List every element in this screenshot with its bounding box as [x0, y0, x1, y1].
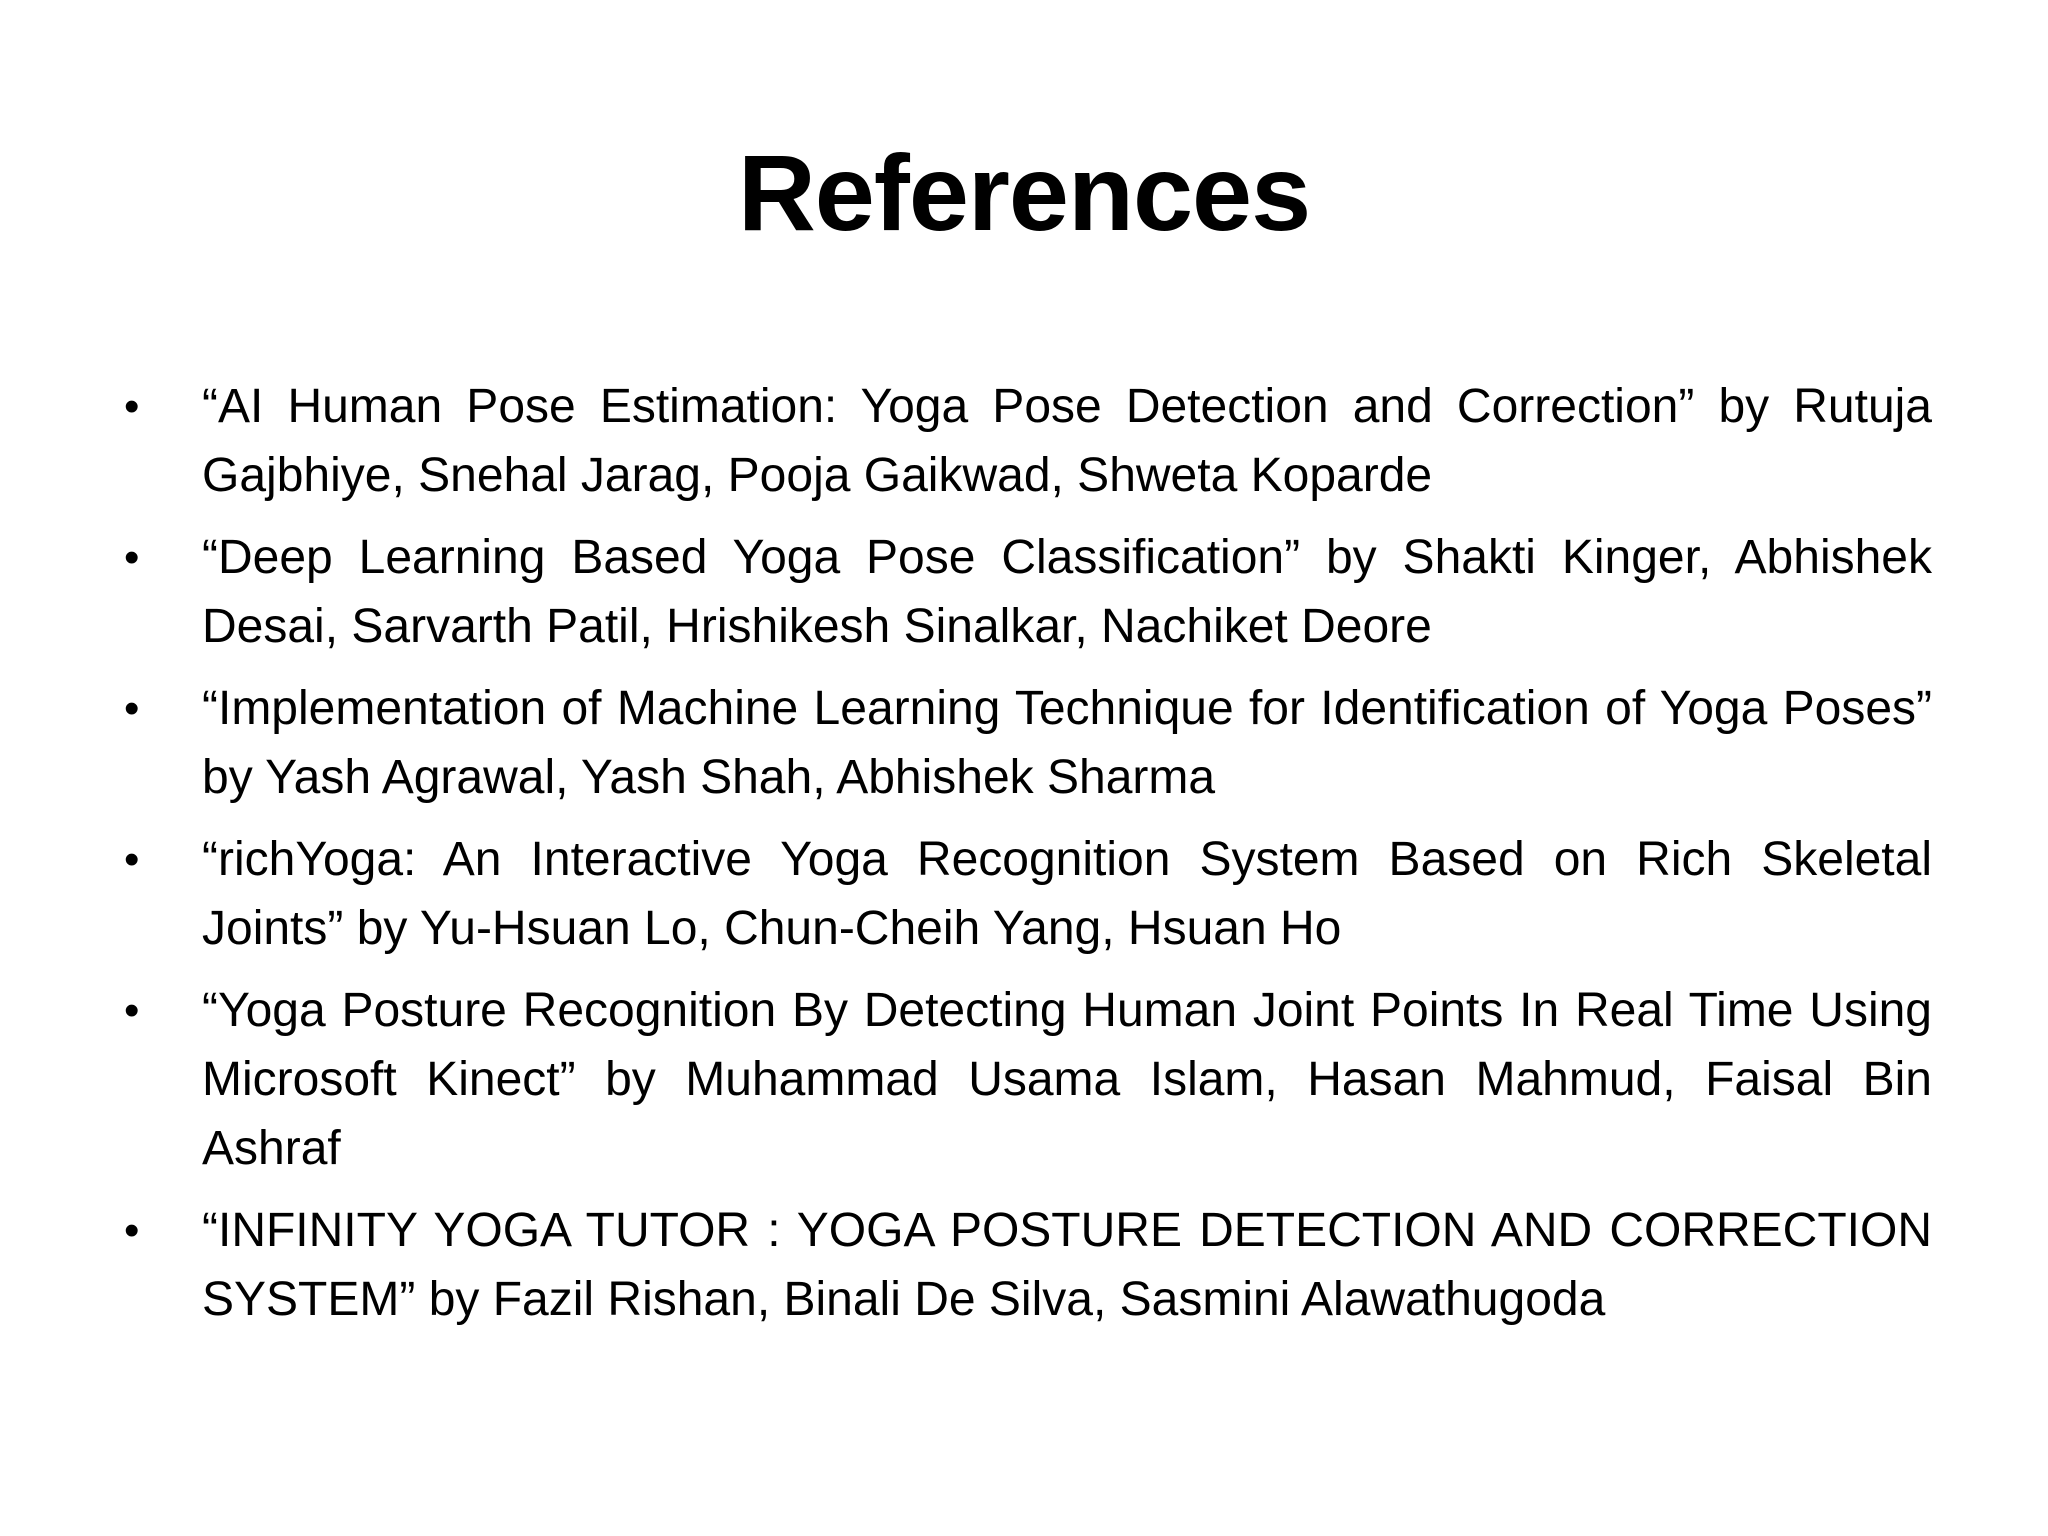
- reference-text: “Implementation of Machine Learning Technique for Identification of Yoga Poses” by Yash Agrawal, Yash Shah, Abhishek Sharma: [202, 682, 1932, 804]
- bullet-icon: •: [124, 533, 140, 582]
- slide-title: References: [737, 132, 1311, 253]
- reference-text: “AI Human Pose Estimation: Yoga Pose Detection and Correction” by Rutuja Gajbhiye, Snehal Jarag, Pooja Gaikwad, Shweta Koparde: [202, 380, 1932, 502]
- reference-text: “INFINITY YOGA TUTOR : YOGA POSTURE DETECTION AND CORRECTION SYSTEM” by Fazil Rishan, Binali De Silva, Sasmini Alawathugoda: [202, 1204, 1932, 1326]
- reference-text: “richYoga: An Interactive Yoga Recognition System Based on Rich Skeletal Joints” by Yu-Hsuan Lo, Chun-Cheih Yang, Hsuan Ho: [202, 833, 1932, 955]
- reference-item: [118, 1196, 1932, 1334]
- references-list: [118, 372, 1932, 1347]
- reference-item: [118, 372, 1932, 510]
- reference-item: [118, 825, 1932, 963]
- reference-item: [118, 523, 1932, 661]
- reference-item: [118, 976, 1932, 1183]
- reference-text: “Deep Learning Based Yoga Pose Classification” by Shakti Kinger, Abhishek Desai, Sarvarth Patil, Hrishikesh Sinalkar, Nachiket Deore: [202, 531, 1932, 653]
- bullet-icon: •: [124, 382, 140, 431]
- bullet-icon: •: [124, 835, 140, 884]
- reference-item: [118, 674, 1932, 812]
- reference-text: “Yoga Posture Recognition By Detecting Human Joint Points In Real Time Using Microsoft Kinect” by Muhammad Usama Islam, Hasan Mahmud, Faisal Bin Ashraf: [202, 984, 1932, 1175]
- bullet-icon: •: [124, 1206, 140, 1255]
- bullet-icon: •: [124, 986, 140, 1035]
- bullet-icon: •: [124, 684, 140, 733]
